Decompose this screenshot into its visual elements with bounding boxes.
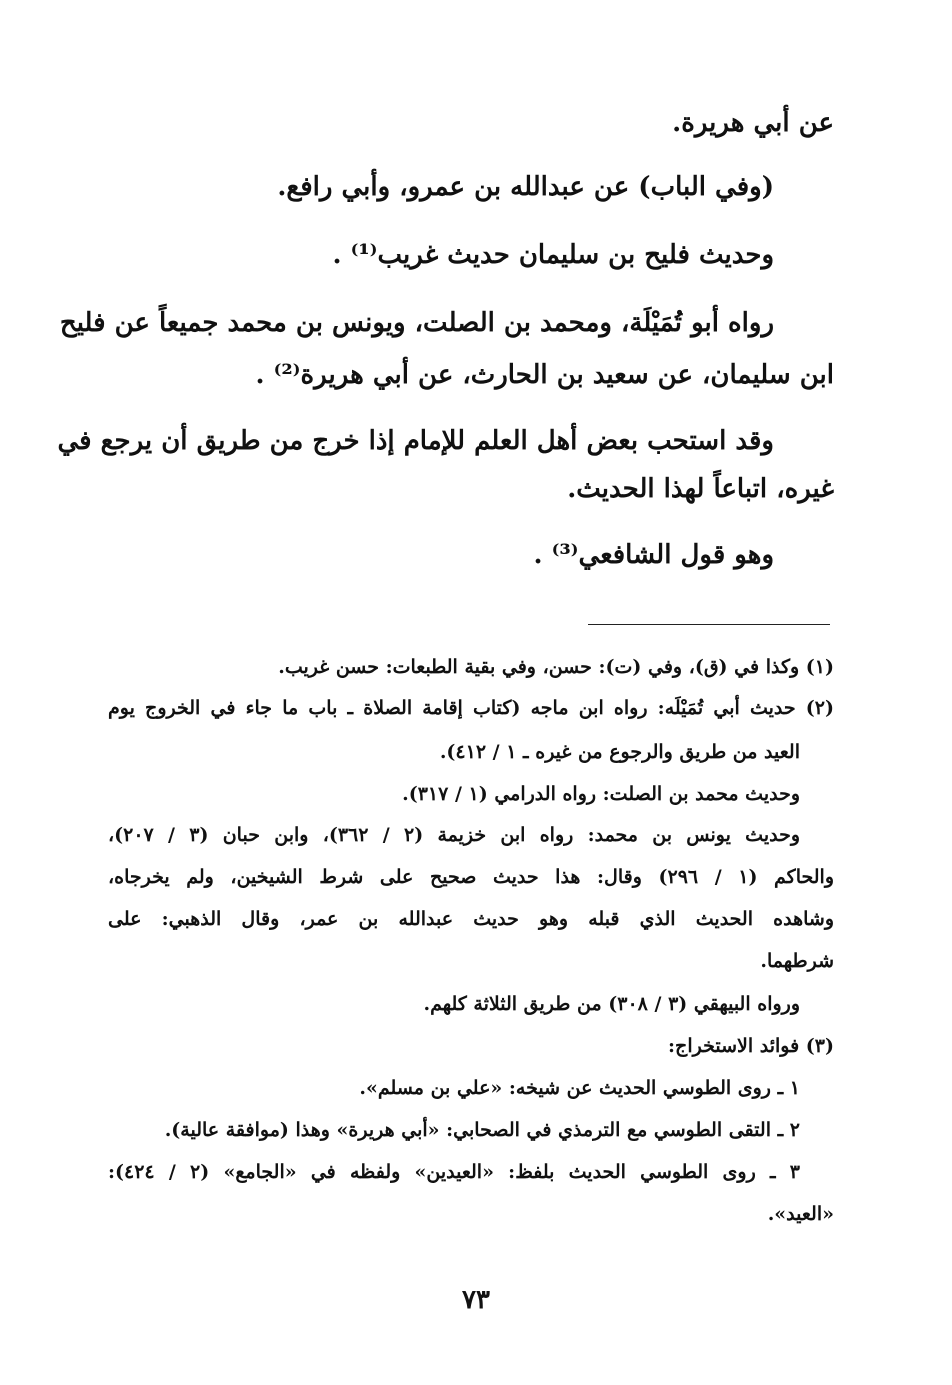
footnote-line-1: (١) وكذا في (ق)، وفي (ت): حسن، وفي بقية الطبعات: حسن غريب. bbox=[278, 656, 834, 678]
footnote-line-9: ورواه البيهقي (٣ / ٣٠٨) من طريق الثلاثة كلهم. bbox=[423, 993, 800, 1015]
footnote-line-7: وشاهده الحديث الذي قبله وهو حديث عبدالله بن عمر، وقال الذهبي: على bbox=[108, 908, 834, 930]
body-line-7: غيره، اتباعاً لهذا الحديث. bbox=[567, 474, 834, 504]
footnote-line-4: وحديث محمد بن الصلت: رواه الدرامي (١ / ٣١٧). bbox=[402, 783, 800, 805]
page-number: ٧٣ bbox=[462, 1285, 490, 1315]
footnote-line-2: (٢) حديث أبي تُمَيْلَه: رواه ابن ماجه (كتاب إقامة الصلاة ـ باب ما جاء في الخروج يوم bbox=[108, 697, 834, 719]
footnote-line-11: ١ ـ روى الطوسي الحديث عن شيخه: «علي بن مسلم». bbox=[359, 1077, 800, 1099]
body-line-1: عن أبي هريرة. bbox=[672, 108, 834, 138]
footnote-line-10: (٣) فوائد الاستخراج: bbox=[668, 1035, 834, 1057]
body-line-5: ابن سليمان، عن سعيد بن الحارث، عن أبي هريرة⁽²⁾ . bbox=[255, 360, 834, 390]
body-line-3: وحديث فليح بن سليمان حديث غريب⁽¹⁾ . bbox=[332, 240, 774, 270]
body-line-6: وقد استحب بعض أهل العلم للإمام إذا خرج من طريق أن يرجع في bbox=[57, 426, 774, 456]
footnote-line-12: ٢ ـ التقى الطوسي مع الترمذي في الصحابي: «أبي هريرة» وهذا (موافقة عالية). bbox=[164, 1119, 800, 1141]
body-line-4: رواه أبو تُمَيْلَة، ومحمد بن الصلت، ويونس بن محمد جميعاً عن فليح bbox=[59, 308, 774, 338]
footnote-line-5: وحديث يونس بن محمد: رواه ابن خزيمة (٢ / ٣٦٢)، وابن حبان (٣ / ٢٠٧)، bbox=[108, 824, 801, 846]
footnote-line-3: العيد من طريق والرجوع من غيره ـ ١ / ٤١٢). bbox=[439, 741, 800, 763]
body-line-2: (وفي الباب) عن عبدالله بن عمرو، وأبي رافع. bbox=[277, 172, 774, 202]
footnote-line-14: «العيد». bbox=[767, 1203, 834, 1225]
footnote-line-6: والحاكم (١ / ٢٩٦) وقال: هذا حديث صحيح على شرط الشيخين، ولم يخرجاه، bbox=[108, 866, 834, 888]
footnote-line-8: شرطهما. bbox=[760, 950, 834, 972]
footnote-line-13: ٣ ـ روى الطوسي الحديث بلفظ: «العيدين» ولفظه في «الجامع» (٢ / ٤٢٤): bbox=[108, 1161, 800, 1183]
body-line-8: وهو قول الشافعي⁽³⁾ . bbox=[533, 540, 774, 570]
footnote-separator bbox=[588, 624, 830, 625]
